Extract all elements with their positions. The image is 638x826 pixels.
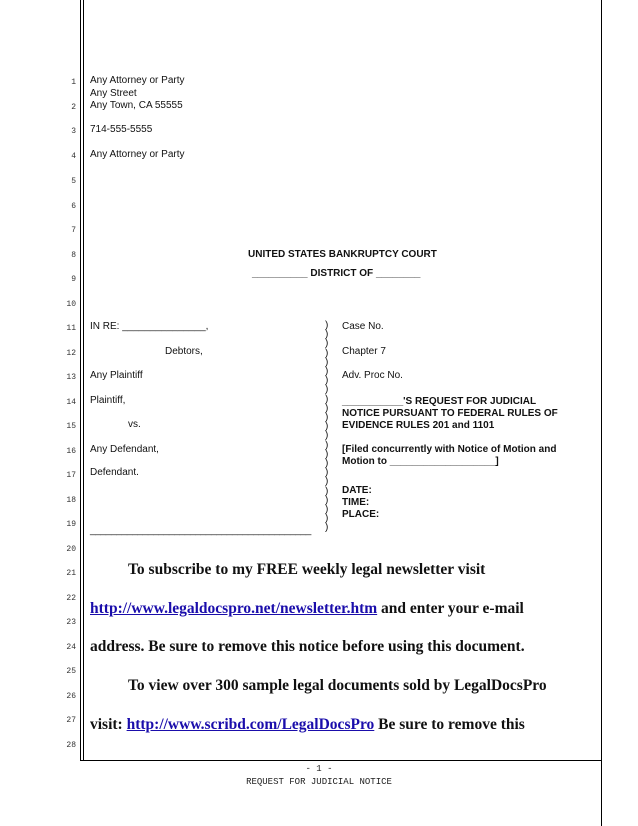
- line-number: 21: [66, 569, 76, 578]
- document-title-1: ___________'S REQUEST FOR JUDICIAL: [342, 396, 537, 407]
- line-number: 26: [66, 692, 76, 701]
- attorney-phone: 714-555-5555: [90, 124, 153, 135]
- page-number: - 1 -: [305, 764, 333, 774]
- line-number: 16: [66, 447, 76, 456]
- line-number: 14: [66, 398, 76, 407]
- line-number: 18: [66, 496, 76, 505]
- attorney-street: Any Street: [90, 88, 137, 99]
- left-margin-rule-outer: [80, 0, 81, 760]
- line-number: 7: [71, 226, 76, 235]
- filed-note-2: Motion to ___________________]: [342, 456, 499, 467]
- notice-line-2-rest: and enter your e-mail: [377, 600, 524, 617]
- line-number: 13: [66, 373, 76, 382]
- line-number: 24: [66, 643, 76, 652]
- line-number: 23: [66, 618, 76, 627]
- caption-underline: __________________________________________: [90, 525, 311, 536]
- hearing-time: TIME:: [342, 497, 370, 508]
- filed-note-1: [Filed concurrently with Notice of Motion and: [342, 444, 557, 455]
- line-number: 3: [71, 127, 76, 136]
- plaintiff-label: Plaintiff,: [90, 395, 126, 406]
- attorney-city: Any Town, CA 55555: [90, 100, 183, 111]
- newsletter-link[interactable]: http://www.legaldocspro.net/newsletter.htm: [90, 600, 378, 617]
- line-number: 9: [71, 275, 76, 284]
- notice-line-1: To subscribe to my FREE weekly legal newsletter visit: [128, 561, 486, 578]
- notice-line-3: address. Be sure to remove this notice before using this document.: [90, 638, 525, 655]
- court-name: UNITED STATES BANKRUPTCY COURT: [248, 249, 437, 260]
- line-number: 28: [66, 741, 76, 750]
- case-number: Case No.: [342, 321, 384, 332]
- attorney-for: Any Attorney or Party: [90, 149, 185, 160]
- line-number: 15: [66, 422, 76, 431]
- attorney-name: Any Attorney or Party: [90, 75, 185, 86]
- footer-title: REQUEST FOR JUDICIAL NOTICE: [246, 777, 392, 787]
- debtors-label: Debtors,: [165, 346, 203, 357]
- line-number: 19: [66, 520, 76, 529]
- caption-parenthesis-column: ) ) ) ) ) ) ) ) ) ) ) ) ) ) ) ) ) ) ) ) ) ) ): [325, 320, 329, 534]
- document-title-2: NOTICE PURSUANT TO FEDERAL RULES OF: [342, 408, 558, 419]
- chapter: Chapter 7: [342, 346, 386, 357]
- line-number: 25: [66, 667, 76, 676]
- court-district: __________ DISTRICT OF ________: [252, 268, 421, 279]
- line-number: 5: [71, 177, 76, 186]
- line-number: 22: [66, 594, 76, 603]
- versus-label: vs.: [128, 419, 141, 430]
- in-re-line: IN RE: _______________,: [90, 321, 209, 332]
- line-number: 27: [66, 716, 76, 725]
- defendant-name: Any Defendant,: [90, 444, 159, 455]
- plaintiff-name: Any Plaintiff: [90, 370, 143, 381]
- hearing-place: PLACE:: [342, 509, 380, 520]
- line-number: 6: [71, 202, 76, 211]
- footer-rule: [80, 760, 602, 761]
- scribd-link[interactable]: http://www.scribd.com/LegalDocsPro: [126, 716, 375, 733]
- line-number: 12: [66, 349, 76, 358]
- notice-line-5-prefix: visit:: [90, 716, 127, 733]
- left-margin-rule-inner: [83, 0, 84, 760]
- adversary-proceeding: Adv. Proc No.: [342, 370, 403, 381]
- line-number: 20: [66, 545, 76, 554]
- line-number: 17: [66, 471, 76, 480]
- line-number: 11: [66, 324, 76, 333]
- hearing-date: DATE:: [342, 485, 372, 496]
- document-title-3: EVIDENCE RULES 201 and 1101: [342, 420, 495, 431]
- defendant-label: Defendant.: [90, 467, 139, 478]
- line-number: 10: [66, 300, 76, 309]
- notice-line-4: To view over 300 sample legal documents sold by LegalDocsPro: [128, 677, 547, 694]
- line-number: 1: [71, 78, 76, 87]
- line-number: 2: [71, 103, 76, 112]
- right-margin-rule: [601, 0, 602, 826]
- line-number: 4: [71, 152, 76, 161]
- notice-line-5: [90, 716, 525, 734]
- notice-line-2: [90, 600, 524, 618]
- notice-line-5-rest: Be sure to remove this: [374, 716, 525, 733]
- line-number: 8: [71, 251, 76, 260]
